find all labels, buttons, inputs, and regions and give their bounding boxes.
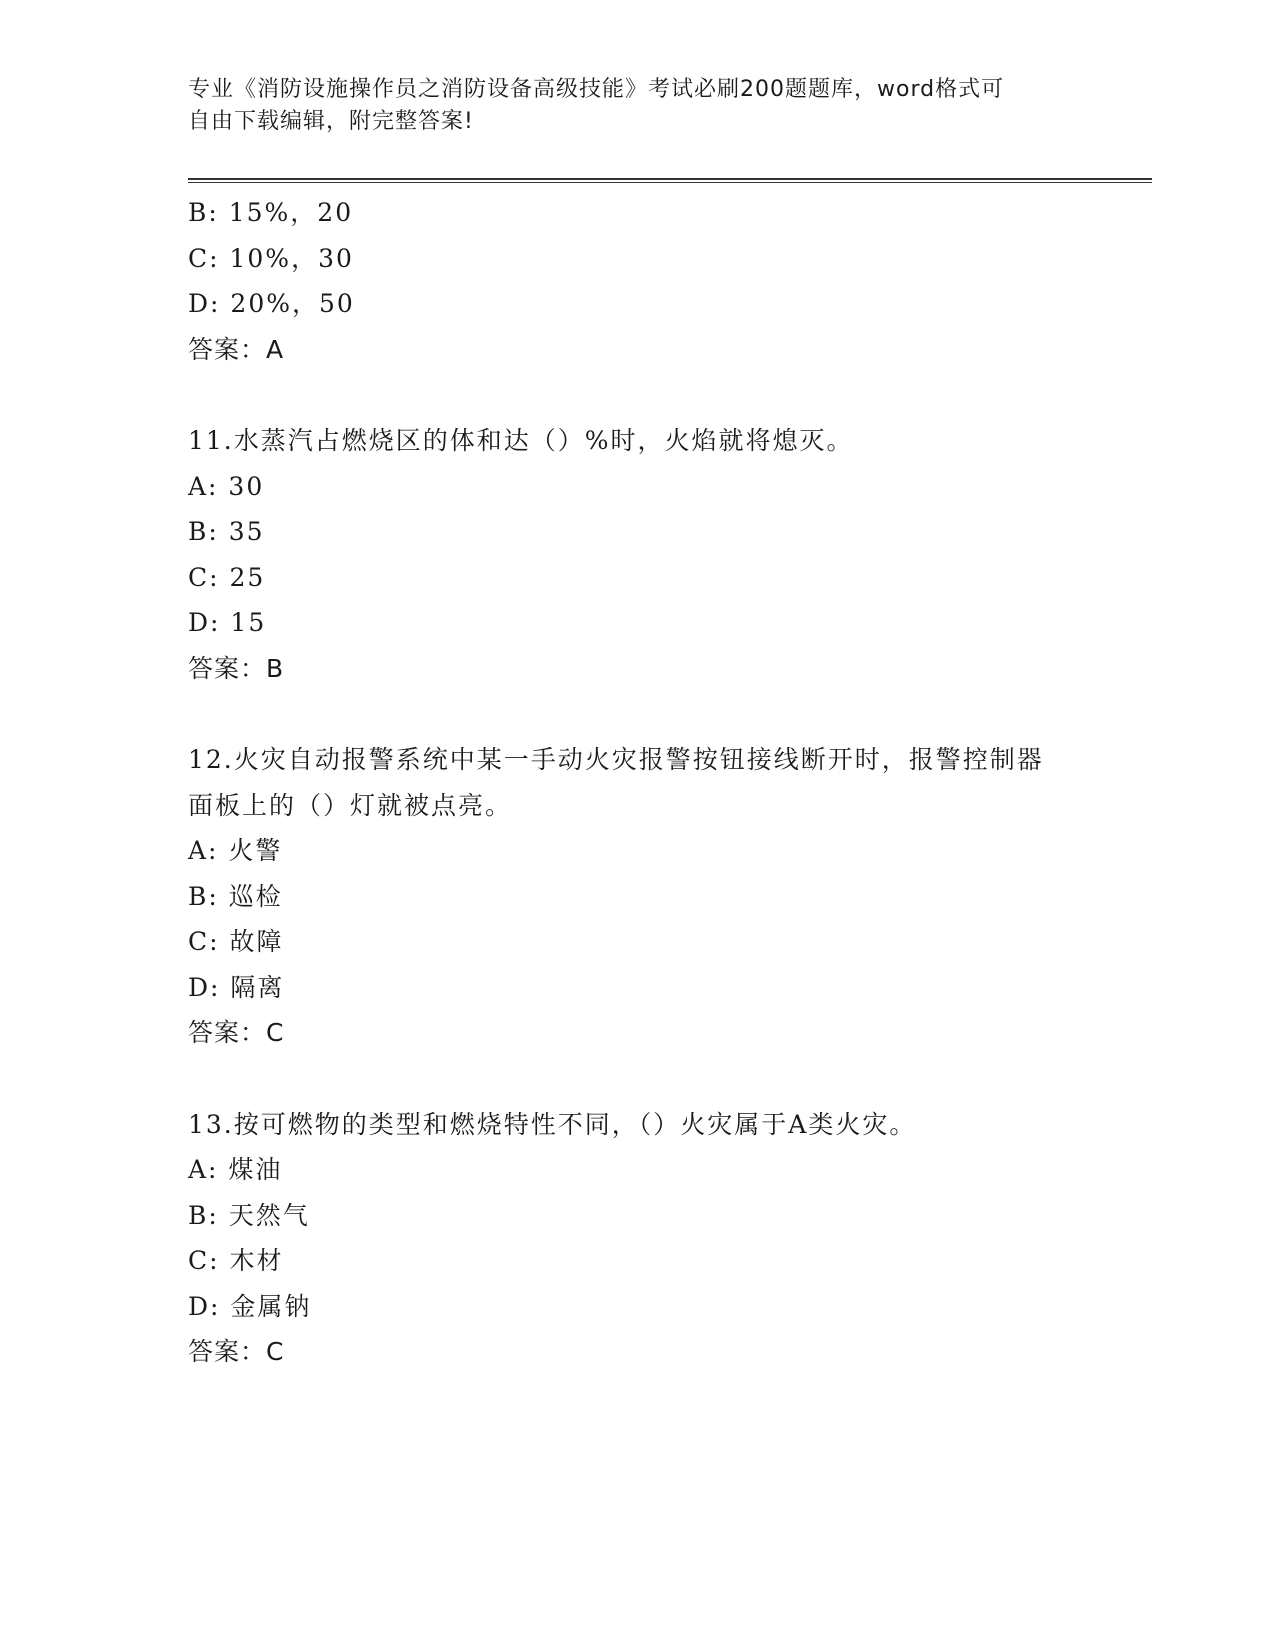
option-c: C: 25 [188,562,266,592]
option-d: D: 金属钠 [188,1291,312,1321]
question-stem: 13.按可燃物的类型和燃烧特性不同，（）火灾属于A类火灾。 [188,1109,917,1139]
option-b: B: 15%，20 [188,198,354,227]
option-d: D: 20%，50 [188,289,355,318]
question-10-continued [188,190,1088,372]
question-11 [188,418,1088,691]
answer-line: 答案：B [188,653,285,683]
option-c: C: 10%，30 [188,243,354,273]
option-a: A: 煤油 [188,1155,283,1184]
answer-line: 答案：A [188,334,285,364]
option-d: D: 15 [188,608,267,637]
option-c: C: 故障 [188,927,284,956]
header-title-line-2: 自由下载编辑，附完整答案! [188,109,474,134]
header-divider [188,178,1152,183]
document-body [188,190,1088,1375]
answer-line: 答案：C [188,1337,285,1366]
answer-line: 答案：C [188,1018,285,1047]
option-b: B: 35 [188,517,265,546]
question-13 [188,1102,1088,1375]
option-a: A: 30 [188,471,265,501]
question-12 [188,737,1088,1056]
option-d: D: 隔离 [188,972,285,1002]
option-b: B: 天然气 [188,1200,310,1230]
document-header [188,74,1088,138]
header-title-line-1: 专业《消防设施操作员之消防设备高级技能》考试必刷200题题库，word格式可 [188,77,1005,102]
question-stem: 11.水蒸汽占燃烧区的体和达（）%时，火焰就将熄灭。 [188,426,854,455]
question-stem: 12.火灾自动报警系统中某一手动火灾报警按钮接线断开时，报警控制器面板上的（）灯就被点亮。 [188,745,1044,820]
option-a: A: 火警 [188,836,283,865]
option-c: C: 木材 [188,1246,284,1275]
option-b: B: 巡检 [188,881,283,911]
